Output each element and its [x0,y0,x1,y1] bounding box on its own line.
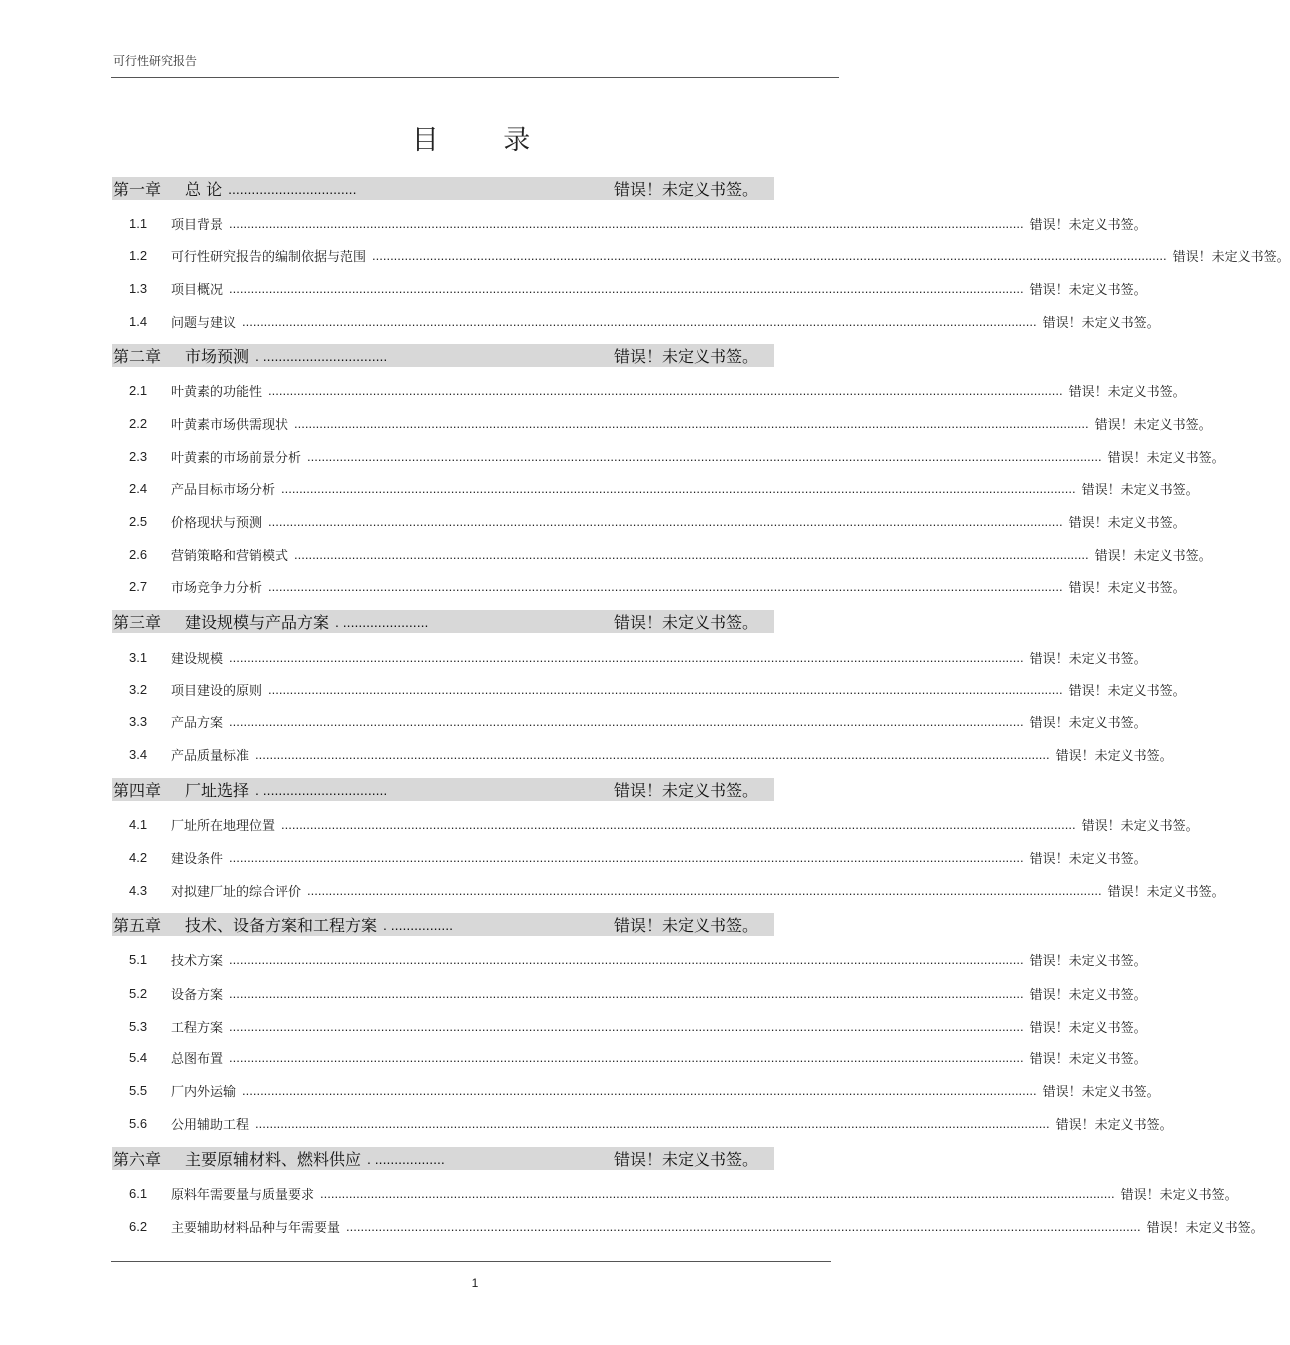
section-title: 厂址所在地理位置 [171,818,276,834]
section-number: 1.1 [129,215,148,231]
chapter-title: 建设规模与产品方案 [185,613,330,632]
dot-leader: ............................................................................................................................................................................................................................ [229,985,1024,1001]
page-reference: 错误！未定义书签。 [1068,384,1186,400]
section-number: 4.1 [129,816,148,832]
section-title: 叶黄素的市场前景分析 [171,450,302,466]
toc-section-row[interactable] [112,744,1173,764]
section-number: 3.4 [129,746,148,762]
page-reference: 错误！未定义书签。 [1029,715,1147,731]
section-title: 市场竞争力分析 [171,580,263,596]
toc-section-row[interactable] [112,380,1186,400]
chapter-title: 厂址选择 [185,781,250,800]
section-title: 公用辅助工程 [171,1117,250,1133]
page-reference: 错误！未定义书签。 [1029,987,1147,1003]
section-title: 技术方案 [171,953,224,969]
chapter-title: 总 论 [185,180,223,199]
section-title: 建设规模 [171,651,224,667]
chapter-number: 第三章 [113,613,162,632]
section-title: 总图布置 [171,1051,224,1067]
page-reference: 错误！未定义书签。 [1029,953,1147,969]
toc-section-row[interactable] [112,446,1225,466]
toc-section-row[interactable] [112,245,1290,265]
section-number: 3.2 [129,681,148,697]
toc-title: 目 录 [411,125,559,156]
toc-chapter-row[interactable] [112,344,774,367]
section-title: 叶黄素市场供需现状 [171,417,289,433]
dot-leader: ............................................................................................................................................................................................................................ [372,247,1167,263]
section-number: 5.6 [129,1115,148,1131]
toc-section-row[interactable] [112,1216,1264,1236]
section-title: 厂内外运输 [171,1084,237,1100]
section-number: 6.1 [129,1185,148,1201]
page-reference: 错误！未定义书签。 [1029,651,1147,667]
section-title: 项目背景 [171,217,224,233]
running-header: 可行性研究报告 [113,54,198,68]
section-title: 产品质量标准 [171,748,250,764]
page-reference: 错误！未定义书签。 [613,180,758,199]
toc-section-row[interactable] [112,814,1199,834]
section-title: 项目概况 [171,282,224,298]
toc-section-row[interactable] [112,213,1147,233]
section-number: 2.5 [129,513,148,529]
page-reference: 错误！未定义书签。 [1172,249,1290,265]
dot-leader: . ...................... [335,613,429,630]
toc-section-row[interactable] [112,1047,1147,1067]
page-reference: 错误！未定义书签。 [1029,217,1147,233]
page-reference: 错误！未定义书签。 [1094,548,1212,564]
page-reference: 错误！未定义书签。 [1055,1117,1173,1133]
dot-leader: . ................ [383,916,454,933]
toc-section-row[interactable] [112,679,1186,699]
chapter-title: 市场预测 [185,347,250,366]
chapter-number: 第二章 [113,347,162,366]
section-number: 3.3 [129,713,148,729]
chapter-number: 第五章 [113,916,162,935]
chapter-title: 主要原辅材料、燃料供应 [185,1150,362,1169]
toc-section-row[interactable] [112,544,1212,564]
toc-section-row[interactable] [112,949,1147,969]
dot-leader: ............................................................................................................................................................................................................................ [229,280,1024,296]
section-number: 2.2 [129,415,148,431]
section-number: 5.1 [129,951,148,967]
dot-leader: ............................................................................................................................................................................................................................ [346,1218,1141,1234]
toc-section-row[interactable] [112,1016,1147,1036]
chapter-number: 第六章 [113,1150,162,1169]
toc-section-row[interactable] [112,847,1147,867]
toc-chapter-row[interactable] [112,778,774,801]
section-number: 5.3 [129,1018,148,1034]
dot-leader: ............................................................................................................................................................................................................................ [229,649,1024,665]
section-number: 4.2 [129,849,148,865]
page-reference: 错误！未定义书签。 [1068,683,1186,699]
page-reference: 错误！未定义书签。 [1081,482,1199,498]
dot-leader: ............................................................................................................................................................................................................................ [229,713,1024,729]
toc-section-row[interactable] [112,311,1160,331]
toc-section-row[interactable] [112,576,1186,596]
section-number: 6.2 [129,1218,148,1234]
section-number: 1.4 [129,313,148,329]
section-number: 3.1 [129,649,148,665]
dot-leader: ............................................................................................................................................................................................................................ [229,1049,1024,1065]
page-reference: 错误！未定义书签。 [1068,580,1186,596]
page-reference: 错误！未定义书签。 [1094,417,1212,433]
toc-section-row[interactable] [112,478,1199,498]
dot-leader: ............................................................................................................................................................................................................................ [229,1018,1024,1034]
section-title: 营销策略和营销模式 [171,548,289,564]
page-reference: 错误！未定义书签。 [1107,884,1225,900]
dot-leader: ............................................................................................................................................................................................................................ [294,546,1089,562]
page-reference: 错误！未定义书签。 [613,916,758,935]
section-number: 4.3 [129,882,148,898]
toc-section-row[interactable] [112,511,1186,531]
toc-chapter-row[interactable] [112,610,774,633]
section-number: 5.2 [129,985,148,1001]
chapter-title: 技术、设备方案和工程方案 [185,916,378,935]
toc-section-row[interactable] [112,1113,1173,1133]
section-number: 1.2 [129,247,148,263]
section-title: 原料年需要量与质量要求 [171,1187,315,1203]
dot-leader: ............................................................................................................................................................................................................................ [255,746,1050,762]
dot-leader: ............................................................................................................................................................................................................................ [229,849,1024,865]
chapter-number: 第四章 [113,781,162,800]
dot-leader: ............................................................................................................................................................................................................................ [255,1115,1050,1131]
dot-leader: ............................................................................................................................................................................................................................ [229,215,1024,231]
section-number: 5.5 [129,1082,148,1098]
page-reference: 错误！未定义书签。 [1146,1220,1264,1236]
page-number: 1 [471,1276,479,1290]
toc-section-row[interactable] [112,647,1147,667]
dot-leader: ............................................................................................................................................................................................................................ [281,480,1076,496]
page-reference: 错误！未定义书签。 [1042,1084,1160,1100]
dot-leader: ............................................................................................................................................................................................................................ [268,513,1063,529]
dot-leader: ............................................................................................................................................................................................................................ [307,448,1102,464]
page-reference: 错误！未定义书签。 [1029,1020,1147,1036]
page-reference: 错误！未定义书签。 [1029,282,1147,298]
page-reference: 错误！未定义书签。 [1081,818,1199,834]
toc-section-row[interactable] [112,413,1212,433]
section-number: 1.3 [129,280,148,296]
dot-leader: ................................. [228,180,357,197]
section-title: 产品方案 [171,715,224,731]
page-reference: 错误！未定义书签。 [1120,1187,1238,1203]
dot-leader: ............................................................................................................................................................................................................................ [294,415,1089,431]
section-number: 2.6 [129,546,148,562]
toc-section-row[interactable] [112,880,1225,900]
section-title: 价格现状与预测 [171,515,263,531]
section-title: 对拟建厂址的综合评价 [171,884,302,900]
page-reference: 错误！未定义书签。 [1029,1051,1147,1067]
page-reference: 错误！未定义书签。 [1068,515,1186,531]
dot-leader: ............................................................................................................................................................................................................................ [242,1082,1037,1098]
dot-leader: . .................. [367,1150,445,1167]
page-reference: 错误！未定义书签。 [613,1150,758,1169]
section-title: 产品目标市场分析 [171,482,276,498]
toc-chapter-row[interactable] [112,1147,774,1170]
footer-rule [111,1261,831,1262]
toc-section-row[interactable] [112,711,1147,731]
toc-chapter-row[interactable] [112,177,774,200]
section-number: 2.3 [129,448,148,464]
section-number: 5.4 [129,1049,148,1065]
page-reference: 错误！未定义书签。 [1107,450,1225,466]
dot-leader: ............................................................................................................................................................................................................................ [229,951,1024,967]
section-number: 2.4 [129,480,148,496]
page-reference: 错误！未定义书签。 [613,781,758,800]
section-title: 可行性研究报告的编制依据与范围 [171,249,367,265]
dot-leader: ............................................................................................................................................................................................................................ [268,681,1063,697]
section-title: 工程方案 [171,1020,224,1036]
toc-section-row[interactable] [112,1080,1160,1100]
toc-section-row[interactable] [112,278,1147,298]
dot-leader: ............................................................................................................................................................................................................................ [242,313,1037,329]
page-reference: 错误！未定义书签。 [613,613,758,632]
toc-section-row[interactable] [112,983,1147,1003]
section-title: 建设条件 [171,851,224,867]
dot-leader: ............................................................................................................................................................................................................................ [307,882,1102,898]
section-number: 2.1 [129,382,148,398]
dot-leader: ............................................................................................................................................................................................................................ [268,578,1063,594]
section-number: 2.7 [129,578,148,594]
dot-leader: ............................................................................................................................................................................................................................ [320,1185,1115,1201]
section-title: 主要辅助材料品种与年需要量 [171,1220,341,1236]
section-title: 项目建设的原则 [171,683,263,699]
dot-leader: ............................................................................................................................................................................................................................ [268,382,1063,398]
page-reference: 错误！未定义书签。 [1055,748,1173,764]
section-title: 设备方案 [171,987,224,1003]
page-reference: 错误！未定义书签。 [1042,315,1160,331]
toc-chapter-row[interactable] [112,913,774,936]
dot-leader: . ................................ [255,347,388,364]
section-title: 问题与建议 [171,315,237,331]
page-reference: 错误！未定义书签。 [1029,851,1147,867]
chapter-number: 第一章 [113,180,162,199]
dot-leader: . ................................ [255,781,388,798]
dot-leader: ............................................................................................................................................................................................................................ [281,816,1076,832]
page-reference: 错误！未定义书签。 [613,347,758,366]
section-title: 叶黄素的功能性 [171,384,263,400]
toc-section-row[interactable] [112,1183,1238,1203]
